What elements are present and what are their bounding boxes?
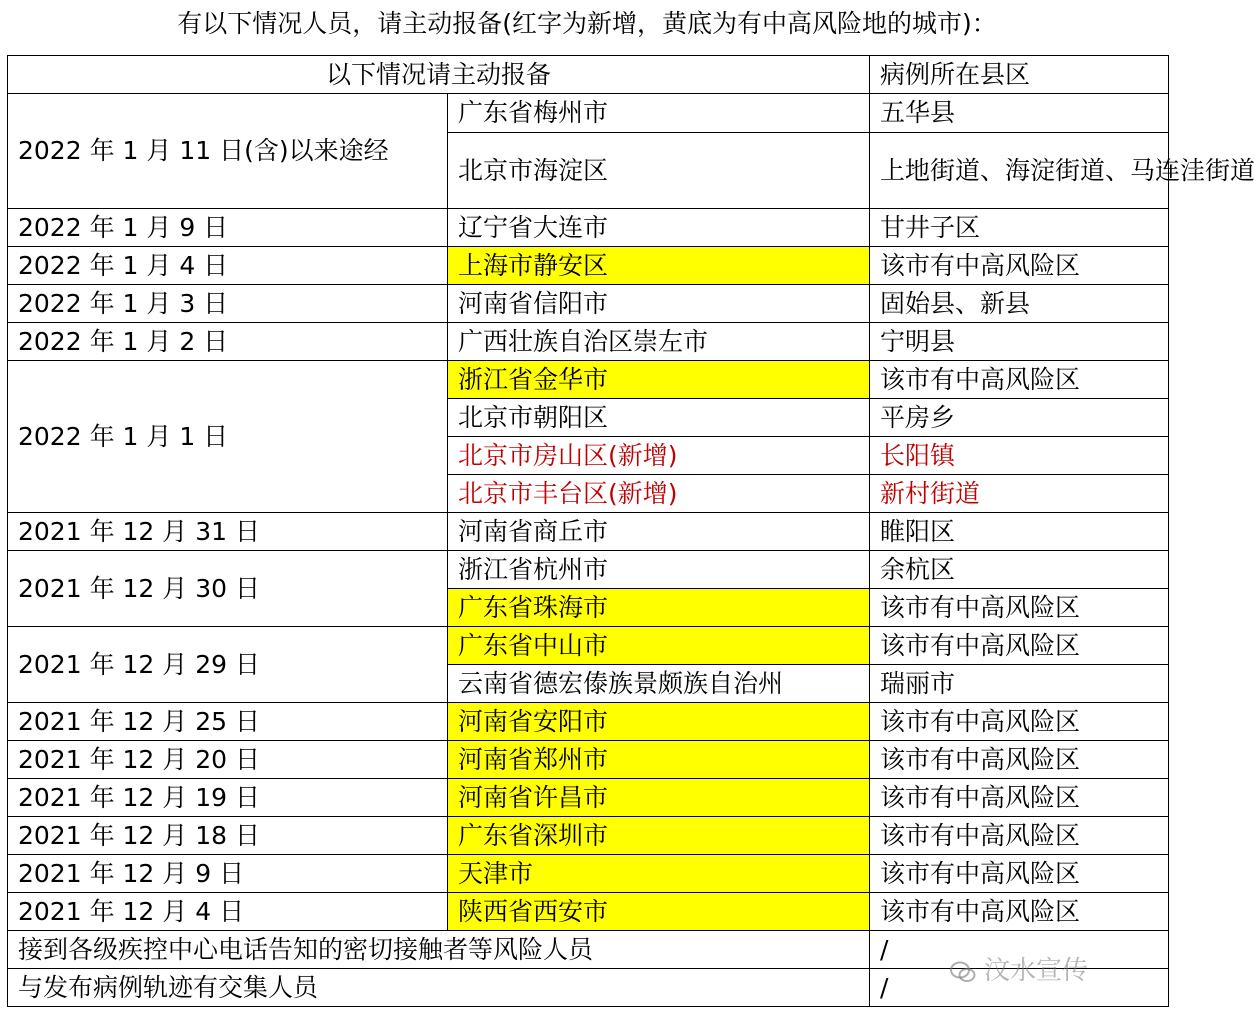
place-cell: 河南省安阳市	[448, 703, 870, 741]
district-cell: 新村街道	[870, 475, 1169, 513]
place-cell: 天津市	[448, 855, 870, 893]
place-cell: 广西壮族自治区崇左市	[448, 323, 870, 361]
district-cell: 该市有中高风险区	[870, 703, 1169, 741]
place-cell: 广东省珠海市	[448, 589, 870, 627]
place-cell: 浙江省金华市	[448, 361, 870, 399]
place-cell: 辽宁省大连市	[448, 209, 870, 247]
table-row	[8, 247, 1169, 285]
place-cell: 陕西省西安市	[448, 893, 870, 931]
table-row	[8, 741, 1169, 779]
place-cell: 河南省信阳市	[448, 285, 870, 323]
place-cell: 上海市静安区	[448, 247, 870, 285]
district-cell: 该市有中高风险区	[870, 893, 1169, 931]
place-cell: 广东省梅州市	[448, 94, 870, 133]
district-cell: 甘井子区	[870, 209, 1169, 247]
district-cell: 该市有中高风险区	[870, 741, 1169, 779]
table-row	[8, 361, 1169, 399]
district-cell: 平房乡	[870, 399, 1169, 437]
district-cell: 该市有中高风险区	[870, 589, 1169, 627]
district-cell: /	[870, 931, 1169, 969]
table-row	[8, 779, 1169, 817]
table-row	[8, 893, 1169, 931]
header-case-district: 病例所在县区	[870, 56, 1169, 94]
wechat-icon	[950, 959, 976, 985]
district-cell: 该市有中高风险区	[870, 627, 1169, 665]
date-cell: 2021 年 12 月 9 日	[8, 855, 448, 893]
district-cell: 该市有中高风险区	[870, 855, 1169, 893]
date-cell: 2022 年 1 月 3 日	[8, 285, 448, 323]
district-cell: /	[870, 969, 1169, 1007]
page-title: 有以下情况人员，请主动报备(红字为新增，黄底为有中高风险地的城市)：	[177, 9, 997, 38]
header-report-conditions: 以下情况请主动报备	[8, 56, 870, 94]
table-row	[8, 551, 1169, 589]
date-cell: 2021 年 12 月 25 日	[8, 703, 448, 741]
date-cell: 2021 年 12 月 20 日	[8, 741, 448, 779]
footer-text-cell: 与发布病例轨迹有交集人员	[8, 969, 870, 1007]
place-cell: 广东省中山市	[448, 627, 870, 665]
district-cell: 长阳镇	[870, 437, 1169, 475]
date-cell: 2022 年 1 月 4 日	[8, 247, 448, 285]
table-row	[8, 703, 1169, 741]
date-cell: 2021 年 12 月 19 日	[8, 779, 448, 817]
table-row	[8, 817, 1169, 855]
date-cell: 2022 年 1 月 9 日	[8, 209, 448, 247]
date-cell: 2021 年 12 月 31 日	[8, 513, 448, 551]
table-row	[8, 513, 1169, 551]
date-cell: 2021 年 12 月 29 日	[8, 627, 448, 703]
place-cell: 河南省商丘市	[448, 513, 870, 551]
place-cell: 北京市海淀区	[448, 133, 870, 209]
place-cell: 北京市朝阳区	[448, 399, 870, 437]
district-cell: 该市有中高风险区	[870, 779, 1169, 817]
watermark	[950, 950, 1088, 987]
district-cell: 该市有中高风险区	[870, 247, 1169, 285]
table-row	[8, 285, 1169, 323]
place-cell: 浙江省杭州市	[448, 551, 870, 589]
district-cell: 余杭区	[870, 551, 1169, 589]
table-row	[8, 209, 1169, 247]
date-cell: 2021 年 12 月 18 日	[8, 817, 448, 855]
district-cell: 该市有中高风险区	[870, 817, 1169, 855]
report-table	[7, 55, 1255, 1007]
place-cell: 北京市丰台区(新增)	[448, 475, 870, 513]
district-cell: 宁明县	[870, 323, 1169, 361]
table-row	[8, 323, 1169, 361]
district-cell: 五华县	[870, 94, 1169, 133]
footer-text-cell: 接到各级疾控中心电话告知的密切接触者等风险人员	[8, 931, 870, 969]
date-cell: 2021 年 12 月 30 日	[8, 551, 448, 627]
date-cell: 2022 年 1 月 1 日	[8, 361, 448, 513]
district-cell: 瑞丽市	[870, 665, 1169, 703]
table-row	[8, 627, 1169, 665]
district-cell: 上地街道、海淀街道、马连洼街道	[870, 133, 1169, 209]
date-cell: 2021 年 12 月 4 日	[8, 893, 448, 931]
table-row	[8, 855, 1169, 893]
watermark-text: 汶水宣传	[984, 956, 1089, 986]
place-cell: 河南省郑州市	[448, 741, 870, 779]
place-cell: 广东省深圳市	[448, 817, 870, 855]
table-header-row	[8, 56, 1169, 94]
date-cell: 2022 年 1 月 11 日(含)以来途经	[8, 94, 448, 209]
date-cell: 2022 年 1 月 2 日	[8, 323, 448, 361]
place-cell: 河南省许昌市	[448, 779, 870, 817]
table-row	[8, 94, 1169, 133]
district-cell: 固始县、新县	[870, 285, 1169, 323]
place-cell: 北京市房山区(新增)	[448, 437, 870, 475]
place-cell: 云南省德宏傣族景颇族自治州	[448, 665, 870, 703]
district-cell: 睢阳区	[870, 513, 1169, 551]
district-cell: 该市有中高风险区	[870, 361, 1169, 399]
